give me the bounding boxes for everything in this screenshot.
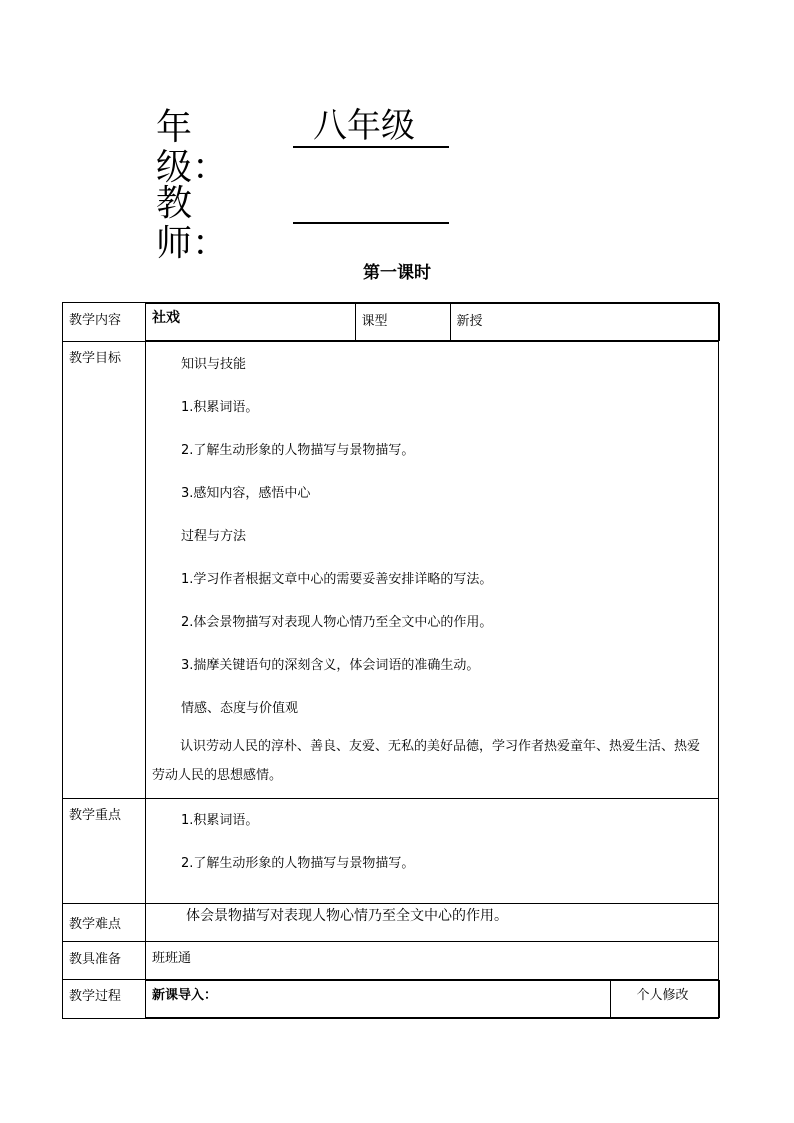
objectives-content [146,342,718,790]
key-points-row [63,799,719,904]
content-row [63,303,719,342]
objective-item: 2.了解生动形象的人物描写与景物描写。 [181,443,415,458]
content-value: 社戏 [152,310,180,326]
type-label: 课型 [361,314,388,329]
objective-paragraph: 认识劳动人民的淳朴、善良、友爱、无私的美好品德，学习作者热爱童年、热爱生活、热爱劳动人民的思想感情。 [152,739,701,783]
process-label: 教学过程 [69,989,122,1004]
objectives-row [63,342,719,799]
content-label: 教学内容 [69,313,122,328]
type-value: 新授 [456,314,483,329]
objective-heading: 知识与技能 [181,357,247,372]
key-point-item: 2.了解生动形象的人物描写与景物描写。 [181,856,415,871]
key-points-content [146,799,718,885]
lesson-plan-table [62,302,719,1019]
objective-item: 3.感知内容，感悟中心 [181,486,311,501]
teacher-label: 教师： [156,183,229,264]
process-value: 新课导入： [152,988,218,1003]
objective-item: 1.学习作者根据文章中心的需要妥善安排详略的写法。 [181,572,493,587]
teacher-underline [293,184,449,224]
key-label: 教学重点 [69,808,122,823]
tools-label: 教具准备 [69,952,122,967]
objective-item: 3.揣摩关键语句的深刻含义，体会词语的准确生动。 [181,658,480,673]
lesson-title: 第一课时 [363,263,431,283]
objective-item: 1.积累词语。 [181,400,259,415]
difficulty-value: 体会景物描写对表现人物心情乃至全文中心的作用。 [186,908,508,924]
objective-heading: 过程与方法 [181,529,247,544]
objective-heading: 情感、态度与价值观 [181,701,299,716]
difficulty-row [63,904,719,942]
process-row [63,980,719,1019]
personal-edit-label: 个人修改 [636,988,689,1003]
grade-value: 八年级 [313,106,415,146]
grade-underline [293,108,449,148]
tools-value: 班班通 [152,951,192,966]
key-point-item: 1.积累词语。 [181,813,259,828]
tools-row [63,942,719,980]
objectives-label: 教学目标 [69,351,122,366]
objective-item: 2.体会景物描写对表现人物心情乃至全文中心的作用。 [181,615,493,630]
difficulty-label: 教学难点 [69,917,122,932]
grade-label: 年级： [156,107,229,188]
